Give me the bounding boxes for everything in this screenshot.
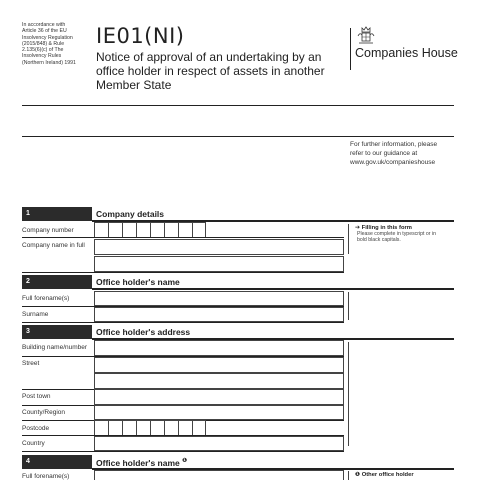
post-town-input[interactable] (94, 389, 344, 405)
field-label: Company name in full (22, 242, 85, 249)
sidenote-body: Please complete in typescript or in bold black capitals. (357, 231, 437, 244)
organisation-name: Companies House (355, 46, 458, 60)
footnote-marker: ❶ (182, 458, 188, 464)
postcode-input[interactable] (94, 420, 206, 435)
footnote-marker: ❶ (355, 472, 361, 478)
field-label: Full forename(s) (22, 295, 70, 302)
header-divider (350, 28, 351, 70)
header-rule-bottom (22, 136, 454, 137)
form-title: Notice of approval of an undertaking by an office holder in respect of assets in another Member State (96, 50, 325, 92)
section-title: Office holder's name $^❶$ (96, 457, 188, 468)
header-rule-top (22, 105, 454, 106)
field-label: Company number (22, 227, 74, 234)
section-number: 1 (22, 207, 92, 221)
company-number-input[interactable] (94, 222, 206, 237)
section-number: 2 (22, 275, 92, 289)
company-name-input-line2[interactable] (94, 256, 344, 272)
building-input[interactable] (94, 340, 344, 356)
street-input[interactable] (94, 357, 344, 373)
field-label: Street (22, 360, 40, 367)
legal-basis-text: In accordance with Article 36 of the EU Insolvency Regulation (2015/848) & Rule 2.135(6)(c) of The Insolvency Rules (Northern Ireland) 1991 (22, 22, 76, 66)
section-title: Office holder's name (96, 277, 180, 287)
field-label: County/Region (22, 409, 65, 416)
forename-input-2[interactable] (94, 470, 344, 480)
street-input-line2[interactable] (94, 373, 344, 389)
section-number: 4 (22, 455, 92, 469)
sidenote-title: Other office holder (361, 472, 414, 478)
company-name-input[interactable] (94, 239, 344, 255)
guidance-text: For further information, please refer to our guidance at www.gov.uk/companieshouse (350, 141, 438, 166)
surname-input[interactable] (94, 307, 344, 322)
section-number: 3 (22, 325, 92, 339)
field-label: Full forename(s) (22, 473, 70, 480)
forename-input[interactable] (94, 291, 344, 306)
arrow-right-icon: ➔ (355, 225, 361, 231)
county-input[interactable] (94, 405, 344, 420)
sidenote (348, 224, 454, 254)
field-label: Postcode (22, 425, 50, 432)
form-code: IE01(NI) (96, 24, 185, 48)
country-input[interactable] (94, 436, 344, 451)
field-label: Country (22, 440, 45, 447)
sidenote (348, 471, 454, 480)
field-label: Building name/number (22, 344, 88, 351)
section-title: Office holder's address (96, 327, 191, 337)
section-title: Company details (96, 209, 165, 219)
royal-crest-icon (356, 26, 376, 46)
field-label: Surname (22, 311, 49, 318)
sidenote-title: Filling in this form (361, 225, 412, 231)
field-label: Post town (22, 393, 51, 400)
